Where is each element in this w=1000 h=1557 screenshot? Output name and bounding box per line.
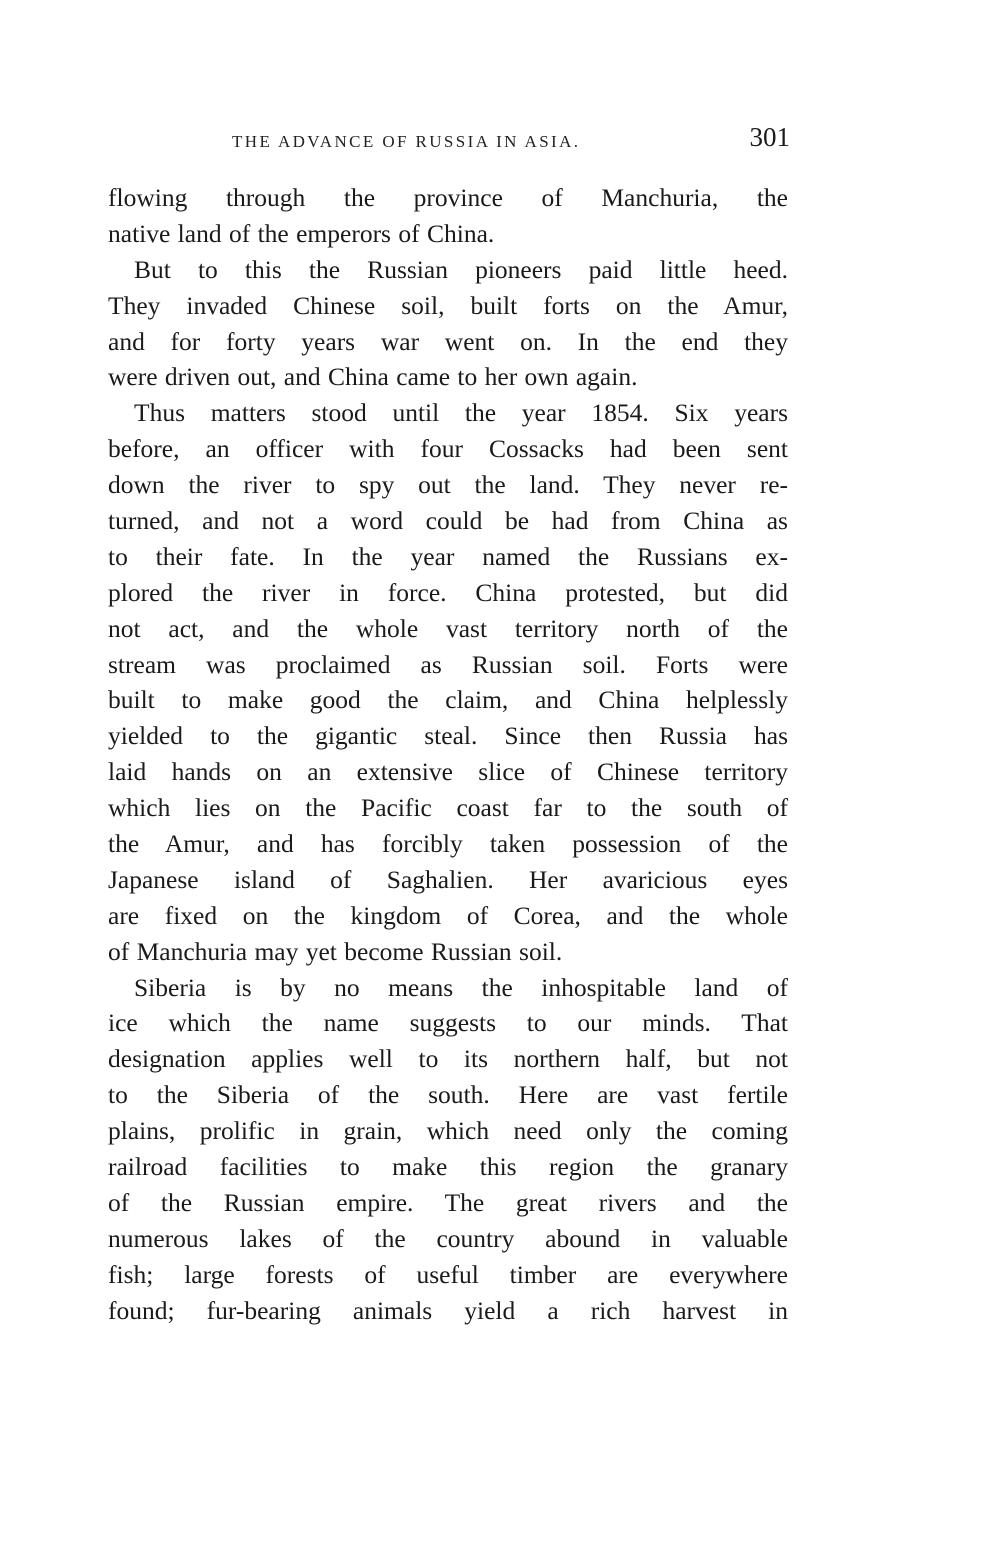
text-line: flowing through the province of Manchuria, the: [108, 183, 788, 212]
text-line: are fixed on the kingdom of Corea, and the whole: [108, 900, 788, 930]
body-text: [108, 180, 788, 1329]
text-line: native land of the emperors of China.: [108, 218, 495, 248]
text-line: yielded to the gigantic steal. Since then Russia has: [108, 721, 788, 751]
text-line: stream was proclaimed as Russian soil. Forts were: [108, 649, 788, 679]
running-head: THE ADVANCE OF RUSSIA IN ASIA.: [232, 132, 581, 151]
text-line: designation applies well to its northern half, but not: [108, 1044, 788, 1074]
text-line: of the Russian empire. The great rivers and the: [108, 1187, 788, 1217]
text-line: They invaded Chinese soil, built forts on the Amur,: [108, 290, 788, 320]
text-line: railroad facilities to make this region the granary: [108, 1152, 788, 1182]
text-line: down the river to spy out the land. They never re-: [108, 470, 788, 500]
text-line: Japanese island of Saghalien. Her avaricious eyes: [108, 864, 788, 894]
text-line: to their fate. In the year named the Russians ex-: [108, 541, 788, 571]
text-line: turned, and not a word could be had from China as: [108, 506, 788, 536]
page-number: 301: [749, 122, 790, 152]
text-line: laid hands on an extensive slice of Chinese territory: [108, 757, 788, 787]
text-line: of Manchuria may yet become Russian soil.: [108, 936, 563, 966]
text-line: plains, prolific in grain, which need only the coming: [108, 1116, 788, 1146]
text-line: plored the river in force. China protested, but did: [108, 577, 788, 607]
text-line: ice which the name suggests to our minds. That: [108, 1008, 788, 1038]
text-line: which lies on the Pacific coast far to the south of: [108, 793, 788, 823]
text-line: not act, and the whole vast territory north of the: [108, 613, 788, 643]
text-line: were driven out, and China came to her own again.: [108, 362, 638, 392]
page-header: [108, 122, 788, 158]
text-line: numerous lakes of the country abound in valuable: [108, 1223, 788, 1253]
text-line: built to make good the claim, and China helplessly: [108, 685, 788, 715]
text-line: fish; large forests of useful timber are everywhere: [108, 1259, 788, 1289]
text-line: and for forty years war went on. In the end they: [108, 326, 788, 356]
text-line: before, an officer with four Cossacks had been sent: [108, 434, 788, 464]
text-line: Siberia is by no means the inhospitable land of: [134, 972, 788, 1002]
text-line: found; fur-bearing animals yield a rich harvest in: [108, 1295, 788, 1325]
text-line: Thus matters stood until the year 1854. Six years: [134, 398, 788, 428]
text-line: But to this the Russian pioneers paid little heed.: [134, 254, 788, 284]
text-line: the Amur, and has forcibly taken possession of the: [108, 829, 788, 859]
text-line: to the Siberia of the south. Here are vast fertile: [108, 1080, 788, 1110]
